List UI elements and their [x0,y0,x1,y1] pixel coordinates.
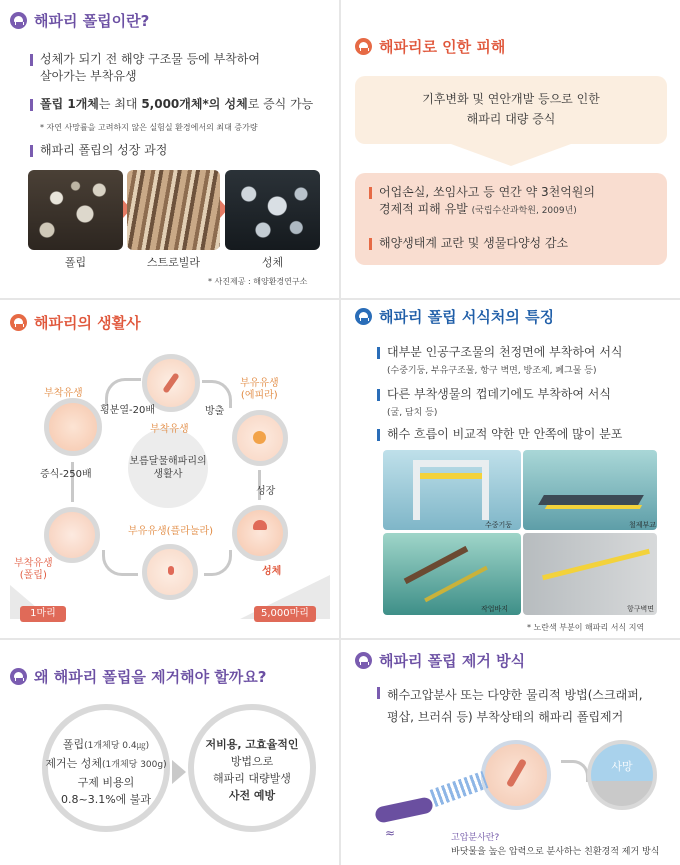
bullet-bay: 해수 흐름이 비교적 약한 만 안쪽에 많이 분포 [377,426,673,443]
title-text: 해파리 폴립 서식처의 특징 [379,308,555,326]
stage-circle-polyp [44,507,100,563]
stage-circle-polyp-attached [44,398,102,456]
jellyfish-icon [10,668,27,685]
count-box-left: 1마리 [20,606,66,622]
jellyfish-icon [355,308,372,325]
panel-damage [341,0,680,298]
label-split: 횡분열-20배 [100,405,155,416]
sun-icon [253,431,266,444]
polyp-photo [28,170,123,250]
panel-title [355,650,525,671]
footnote: * 자연 사망률을 고려하지 않은 실험실 환경에서의 최대 증가량 [40,123,258,132]
cause-box: 기후변화 및 연안개발 등으로 인한 해파리 대량 증식 [355,76,667,144]
panel-habitat [341,300,680,638]
panel-title [355,36,505,57]
label-attach-top: 부착유생 [44,388,83,399]
cycle-arrow [102,550,138,576]
panel-title [355,306,554,327]
label-release: 방출 [205,406,225,417]
jellyfish-icon [253,520,267,530]
bullet-definition: 성체가 되기 전 해양 구조물 등에 부착하여 살아가는 부착유생 [30,51,330,85]
img-label-pillar: 수중기둥 [485,521,513,529]
title-text: 해파리 폴립 제거 방식 [379,652,526,670]
wave-icon: ≈ [385,826,396,840]
title-text: 왜 해파리 폴립을 제거해야 할까요? [34,668,267,686]
label-planula: 부유유생(플라눌라) [128,526,214,537]
panel-title [10,10,149,31]
arrow-icon [172,760,186,784]
label-growth: 성장 [256,486,276,497]
diver-icon [374,796,434,824]
a-label: 바닷물을 높은 압력으로 분사하는 친환경적 제거 방식 [451,847,660,857]
label-adult: 성체 [262,566,282,577]
img-label-pontoon: 철제부교 [629,521,657,529]
pillar-structure [413,460,489,520]
bullet-growth-process: 해파리 폴립의 성장 과정 [30,142,330,159]
panel-removal-method [341,640,680,865]
q-label: 고압분사란? [451,833,500,843]
label-attach-mid: 부착유생 [150,424,189,435]
habitat-note: * 노란색 부분이 해파리 서식 지역 [527,623,645,632]
panel-polyp-definition [0,0,339,298]
bullet-shells: 다른 부착생물의 껍데기에도 부착하여 서식 (굴, 담치 등) [377,386,673,422]
panel-title [10,666,266,687]
strobila-photo [127,170,220,250]
bullet-proliferation: 폴립 1개체는 최대 5,000개체*의 성체로 증식 가능 [30,96,335,113]
pontoon-structure [538,495,644,505]
label-ephyra: 부유유생 (에피라) [240,378,279,401]
jellyfish-icon [10,314,27,331]
title-text: 해파리의 생활사 [34,314,141,332]
down-arrow-icon [451,144,571,166]
title-text: 해파리 폴립이란? [34,12,150,30]
img-label-harbor-wall: 항구벽면 [627,605,655,613]
habitat-image-barge [383,533,521,615]
jellyfish-icon [355,652,372,669]
panel-life-cycle [0,300,339,638]
adult-jellyfish-photo [225,170,320,250]
panel-why-remove [0,640,339,865]
death-circle [587,740,657,810]
caption-adult: 성체 [261,256,284,269]
yellow-habitat [420,473,482,479]
count-box-right: 5,000마리 [254,606,316,622]
center-label: 보름달물해파리의 생활사 [129,456,207,480]
cycle-arrow [204,550,232,576]
jellyfish-icon [10,12,27,29]
polyp-icon [168,566,174,575]
cost-text: 폴립(1개체당 0.4㎍) 제거는 성체(1개체당 300g) 구제 비용의 0.8~3.1%에 불과 [45,738,167,806]
label-multiply: 증식-250배 [40,469,92,480]
caption-strobila: 스트로빌라 [146,256,201,269]
title-text: 해파리로 인한 피해 [379,38,506,56]
bullet-method: 해수고압분사 또는 다양한 물리적 방법(스크래퍼, 평삽, 브러쉬 등) 부착상태의 해파리 폴립제거 [377,684,673,728]
spray-icon [430,771,489,807]
photo-credit: * 사진제공 : 해양환경연구소 [208,277,308,286]
img-label-barge: 작업바지 [481,605,509,613]
jellyfish-icon [355,38,372,55]
habitat-image-pontoon [523,450,657,530]
bullet-ecosystem: 해양생태계 교란 및 생물다양성 감소 [369,235,665,252]
yellow-habitat [545,505,642,509]
panel-title [10,312,141,333]
death-label: 사망 [611,760,633,773]
caption-polyp: 폴립 [64,256,87,269]
benefit-text: 저비용, 고효율적인 방법으로 해파리 대량발생 사전 예방 [205,738,299,802]
stage-circle-adult [232,505,288,561]
bullet-artificial: 대부분 인공구조물의 천정면에 부착하여 서식 (수중기둥, 부유구조물, 항구 벽면, 방조제, 폐그물 등) [377,344,673,380]
bullet-economic-loss: 어업손실, 쏘임사고 등 연간 약 3천억원의 경제적 피해 유발 (국립수산과학원, 2009년) [369,184,665,220]
label-attach-polyp: 부착유생 (폴립) [14,558,53,581]
arrow-icon [561,760,589,782]
